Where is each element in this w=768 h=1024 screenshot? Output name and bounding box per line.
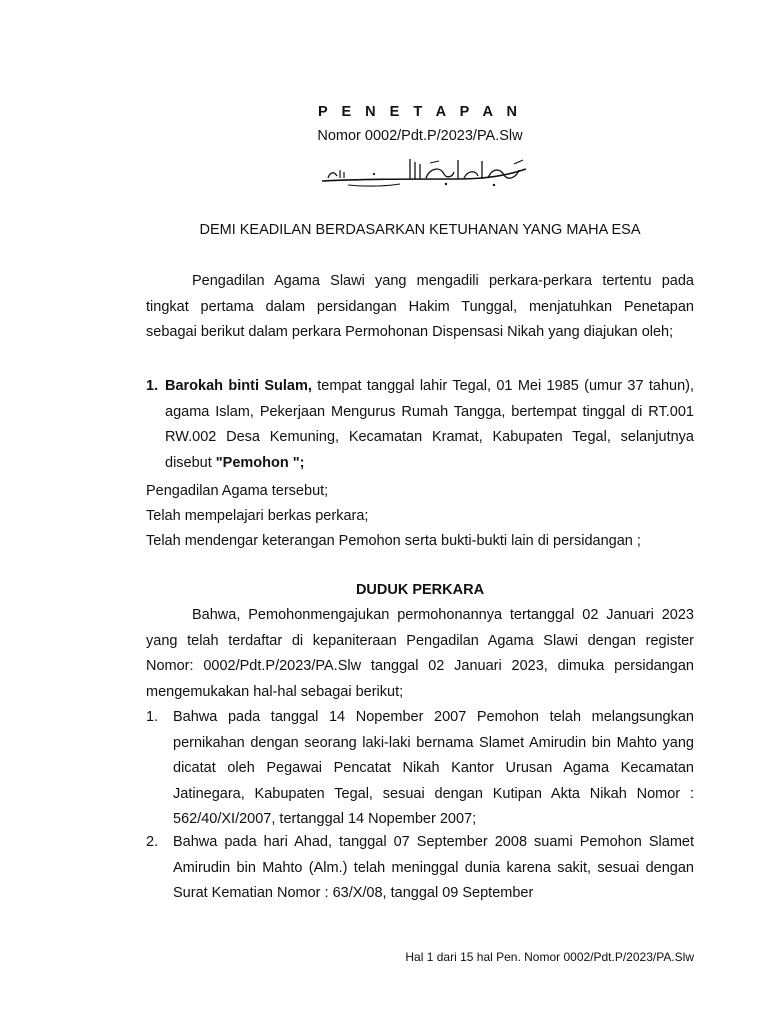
intro-paragraph: Pengadilan Agama Slawi yang mengadili perkara-perkara tertentu pada tingkat pertama dalam persidangan Hakim Tunggal, menjatuhkan Penetapan sebagai berikut dalam perkara Permohonan Dispensasi Nikah yang diajukan oleh;	[146, 273, 694, 340]
basmalah-calligraphy	[318, 154, 530, 188]
party-body	[165, 374, 694, 476]
party-designation: "Pemohon ";	[215, 454, 305, 471]
statement-line: Telah mendengar keterangan Pemohon serta bukti-bukti lain di persidangan ;	[146, 533, 641, 549]
list-item	[146, 705, 694, 833]
duduk-perkara-opening: Bahwa, Pemohonmengajukan permohonannya tertanggal 02 Januari 2023 yang telah terdaftar di kepaniteraan Pengadilan Agama Slawi dengan register Nomor: 0002/Pdt.P/2023/PA.Slw tanggal 02 Januari 2023, dimuka persidangan mengemukakan hal-hal sebagai berikut;	[146, 607, 694, 700]
duduk-perkara-heading: DUDUK PERKARA	[355, 582, 485, 598]
case-number: Nomor 0002/Pdt.P/2023/PA.Slw	[317, 128, 523, 144]
demi-keadilan-heading: DEMI KEADILAN BERDASARKAN KETUHANAN YANG MAHA ESA	[199, 222, 641, 238]
statement-line: Pengadilan Agama tersebut;	[146, 483, 329, 499]
list-item-text: Bahwa pada hari Ahad, tanggal 07 September 2008 suami Pemohon Slamet Amirudin bin Mahto (Alm.) telah meninggal dunia karena sakit, sesuai dengan Surat Kematian Nomor : 63/X/08, tanggal 09 September	[173, 834, 694, 901]
list-item-number: 2.	[146, 834, 159, 850]
statement-line: Telah mempelajari berkas perkara;	[146, 508, 369, 524]
party-item	[146, 374, 694, 476]
document-title: P E N E T A P A N	[318, 104, 522, 120]
list-item-text: Bahwa pada tanggal 14 Nopember 2007 Pemohon telah melangsungkan pernikahan dengan seorang laki-laki bernama Slamet Amirudin bin Mahto yang dicatat oleh Pegawai Pencatat Nikah Kantor Urusan Agama Kecamatan Jatinegara, Kabupaten Tegal, sesuai dengan Kutipan Akta Nikah Nomor : 562/40/XI/2007, tertanggal 14 Nopember 2007;	[173, 709, 694, 827]
party-name: Barokah binti Sulam,	[165, 378, 312, 394]
party-number: 1.	[146, 378, 159, 394]
page-footer: Hal 1 dari 15 hal Pen. Nomor 0002/Pdt.P/2023/PA.Slw	[405, 950, 694, 964]
list-item-number: 1.	[146, 709, 159, 725]
party-details: tempat tanggal lahir Tegal, 01 Mei 1985 (umur 37 tahun), agama Islam, Pekerjaan Mengurus Rumah Tangga, bertempat tinggal di RT.001 RW.002 Desa Kemuning, Kecamatan Kramat, Kabupaten Tegal, selanjutnya disebut	[165, 378, 695, 471]
list-item	[146, 830, 694, 907]
